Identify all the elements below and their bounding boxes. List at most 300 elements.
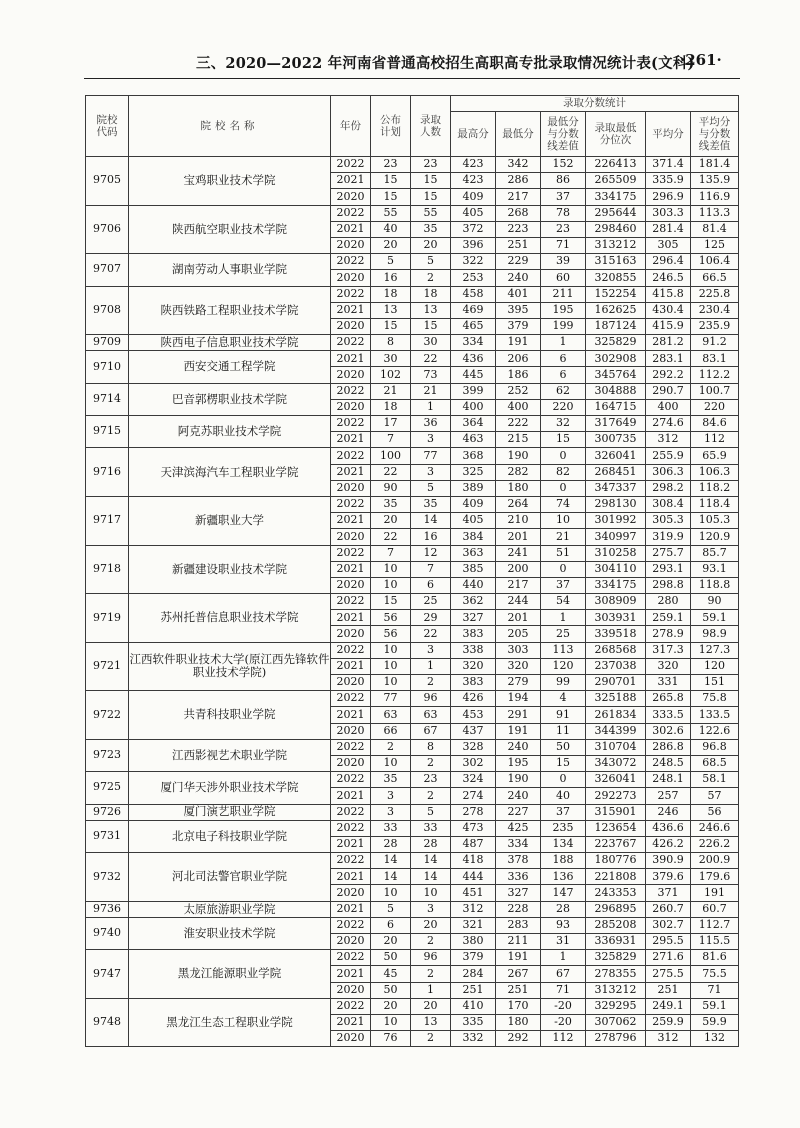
avg-score-cell: 283.1 <box>646 351 691 367</box>
admitted-cell: 6 <box>411 577 451 593</box>
min-score-cell: 400 <box>496 399 541 415</box>
school-code-cell: 9732 <box>86 853 129 902</box>
min-diff-cell: 93 <box>541 917 586 933</box>
max-score-cell: 332 <box>451 1031 496 1047</box>
min-score-cell: 320 <box>496 658 541 674</box>
avg-diff-cell: 71 <box>691 982 739 998</box>
year-cell: 2020 <box>331 885 371 901</box>
min-diff-cell: 1 <box>541 610 586 626</box>
avg-score-cell: 286.8 <box>646 739 691 755</box>
avg-diff-cell: 81.6 <box>691 950 739 966</box>
year-cell: 2020 <box>331 982 371 998</box>
admitted-cell: 25 <box>411 594 451 610</box>
avg-score-cell: 305 <box>646 237 691 253</box>
avg-score-cell: 436.6 <box>646 820 691 836</box>
avg-score-cell: 312 <box>646 432 691 448</box>
plan-cell: 20 <box>371 934 411 950</box>
avg-score-cell: 281.2 <box>646 335 691 351</box>
min-rank-cell: 334175 <box>586 189 646 205</box>
max-score-cell: 418 <box>451 853 496 869</box>
avg-diff-cell: 68.5 <box>691 755 739 771</box>
table-row <box>86 739 739 755</box>
min-diff-cell: 120 <box>541 658 586 674</box>
max-score-cell: 274 <box>451 788 496 804</box>
min-score-cell: 201 <box>496 529 541 545</box>
admitted-cell: 2 <box>411 270 451 286</box>
avg-score-cell: 415.9 <box>646 318 691 334</box>
school-name-cell: 天津滨海汽车工程职业学院 <box>129 448 331 497</box>
school-name-cell: 江西影视艺术职业学院 <box>129 739 331 771</box>
min-score-cell: 240 <box>496 739 541 755</box>
school-name-cell: 共青科技职业学院 <box>129 691 331 740</box>
min-score-cell: 200 <box>496 561 541 577</box>
year-cell: 2021 <box>331 610 371 626</box>
min-score-cell: 191 <box>496 950 541 966</box>
admitted-cell: 15 <box>411 173 451 189</box>
year-cell: 2022 <box>331 157 371 173</box>
table-row <box>86 594 739 610</box>
min-score-cell: 222 <box>496 416 541 432</box>
avg-diff-cell: 59.1 <box>691 610 739 626</box>
min-score-cell: 264 <box>496 496 541 512</box>
min-score-cell: 252 <box>496 383 541 399</box>
min-diff-cell: 199 <box>541 318 586 334</box>
min-diff-cell: 74 <box>541 496 586 512</box>
max-score-cell: 473 <box>451 820 496 836</box>
min-rank-cell: 343072 <box>586 755 646 771</box>
table-row <box>86 950 739 966</box>
min-diff-cell: 15 <box>541 755 586 771</box>
avg-diff-cell: 179.6 <box>691 869 739 885</box>
admitted-cell: 2 <box>411 788 451 804</box>
col-header-admitted: 录取人数 <box>411 96 451 157</box>
avg-diff-cell: 93.1 <box>691 561 739 577</box>
min-rank-cell: 180776 <box>586 853 646 869</box>
plan-cell: 77 <box>371 691 411 707</box>
school-name-cell: 新疆职业大学 <box>129 496 331 545</box>
avg-score-cell: 308.4 <box>646 496 691 512</box>
page-title: 三、2020—2022 年河南省普通高校招生高职高专批录取情况统计表(文科) <box>196 55 695 72</box>
admitted-cell: 35 <box>411 221 451 237</box>
plan-cell: 21 <box>371 383 411 399</box>
plan-cell: 10 <box>371 675 411 691</box>
header-row-top <box>86 96 739 112</box>
plan-cell: 20 <box>371 237 411 253</box>
max-score-cell: 334 <box>451 335 496 351</box>
year-cell: 2020 <box>331 399 371 415</box>
min-score-cell: 206 <box>496 351 541 367</box>
plan-cell: 14 <box>371 853 411 869</box>
min-rank-cell: 243353 <box>586 885 646 901</box>
max-score-cell: 322 <box>451 254 496 270</box>
avg-diff-cell: 120.9 <box>691 529 739 545</box>
avg-score-cell: 319.9 <box>646 529 691 545</box>
min-rank-cell: 325829 <box>586 950 646 966</box>
avg-diff-cell: 105.3 <box>691 513 739 529</box>
admitted-cell: 73 <box>411 367 451 383</box>
admitted-cell: 55 <box>411 205 451 221</box>
min-rank-cell: 221808 <box>586 869 646 885</box>
min-rank-cell: 303931 <box>586 610 646 626</box>
min-score-cell: 342 <box>496 157 541 173</box>
school-name-cell: 西安交通工程学院 <box>129 351 331 383</box>
admitted-cell: 16 <box>411 529 451 545</box>
plan-cell: 23 <box>371 157 411 173</box>
max-score-cell: 410 <box>451 998 496 1014</box>
school-code-cell: 9731 <box>86 820 129 852</box>
year-cell: 2022 <box>331 772 371 788</box>
min-rank-cell: 296895 <box>586 901 646 917</box>
min-diff-cell: 11 <box>541 723 586 739</box>
max-score-cell: 325 <box>451 464 496 480</box>
avg-diff-cell: 118.2 <box>691 480 739 496</box>
plan-cell: 7 <box>371 432 411 448</box>
year-cell: 2022 <box>331 448 371 464</box>
plan-cell: 10 <box>371 561 411 577</box>
min-rank-cell: 295644 <box>586 205 646 221</box>
plan-cell: 10 <box>371 1014 411 1030</box>
min-score-cell: 190 <box>496 772 541 788</box>
col-header-avg-diff: 平均分与分数线差值 <box>691 112 739 157</box>
year-cell: 2021 <box>331 561 371 577</box>
avg-score-cell: 249.1 <box>646 998 691 1014</box>
year-cell: 2022 <box>331 416 371 432</box>
avg-diff-cell: 112.2 <box>691 367 739 383</box>
min-score-cell: 379 <box>496 318 541 334</box>
min-rank-cell: 300735 <box>586 432 646 448</box>
table-row <box>86 157 739 173</box>
min-diff-cell: 67 <box>541 966 586 982</box>
min-rank-cell: 325829 <box>586 335 646 351</box>
admitted-cell: 14 <box>411 853 451 869</box>
school-name-cell: 阿克苏职业技术学院 <box>129 416 331 448</box>
max-score-cell: 368 <box>451 448 496 464</box>
school-code-cell: 9726 <box>86 804 129 820</box>
avg-score-cell: 260.7 <box>646 901 691 917</box>
avg-diff-cell: 106.3 <box>691 464 739 480</box>
admitted-cell: 15 <box>411 318 451 334</box>
school-name-cell: 黑龙江能源职业学院 <box>129 950 331 999</box>
min-diff-cell: 51 <box>541 545 586 561</box>
min-score-cell: 191 <box>496 335 541 351</box>
admission-stats-table <box>85 95 739 1047</box>
admitted-cell: 3 <box>411 642 451 658</box>
avg-score-cell: 275.7 <box>646 545 691 561</box>
avg-diff-cell: 59.9 <box>691 1014 739 1030</box>
table-row <box>86 205 739 221</box>
admitted-cell: 5 <box>411 254 451 270</box>
avg-diff-cell: 65.9 <box>691 448 739 464</box>
avg-score-cell: 296.4 <box>646 254 691 270</box>
admitted-cell: 5 <box>411 480 451 496</box>
col-header-min-diff: 最低分与分数线差值 <box>541 112 586 157</box>
admitted-cell: 10 <box>411 885 451 901</box>
admitted-cell: 2 <box>411 934 451 950</box>
school-code-cell: 9723 <box>86 739 129 771</box>
avg-score-cell: 246.5 <box>646 270 691 286</box>
min-rank-cell: 320855 <box>586 270 646 286</box>
year-cell: 2021 <box>331 1014 371 1030</box>
min-diff-cell: 25 <box>541 626 586 642</box>
min-diff-cell: 15 <box>541 432 586 448</box>
admitted-cell: 1 <box>411 399 451 415</box>
year-cell: 2021 <box>331 513 371 529</box>
avg-score-cell: 275.5 <box>646 966 691 982</box>
year-cell: 2022 <box>331 917 371 933</box>
min-rank-cell: 298460 <box>586 221 646 237</box>
admitted-cell: 13 <box>411 1014 451 1030</box>
avg-score-cell: 259.1 <box>646 610 691 626</box>
table-header <box>86 96 739 157</box>
avg-score-cell: 281.4 <box>646 221 691 237</box>
avg-diff-cell: 59.1 <box>691 998 739 1014</box>
avg-score-cell: 293.1 <box>646 561 691 577</box>
max-score-cell: 453 <box>451 707 496 723</box>
plan-cell: 50 <box>371 982 411 998</box>
min-score-cell: 251 <box>496 982 541 998</box>
max-score-cell: 409 <box>451 496 496 512</box>
admitted-cell: 20 <box>411 998 451 1014</box>
plan-cell: 7 <box>371 545 411 561</box>
year-cell: 2021 <box>331 901 371 917</box>
min-diff-cell: 0 <box>541 480 586 496</box>
min-rank-cell: 347337 <box>586 480 646 496</box>
avg-score-cell: 305.3 <box>646 513 691 529</box>
min-score-cell: 267 <box>496 966 541 982</box>
table-row <box>86 804 739 820</box>
avg-score-cell: 265.8 <box>646 691 691 707</box>
plan-cell: 15 <box>371 318 411 334</box>
avg-diff-cell: 230.4 <box>691 302 739 318</box>
admitted-cell: 18 <box>411 286 451 302</box>
avg-diff-cell: 83.1 <box>691 351 739 367</box>
year-cell: 2022 <box>331 950 371 966</box>
min-score-cell: 180 <box>496 480 541 496</box>
year-cell: 2022 <box>331 496 371 512</box>
admitted-cell: 2 <box>411 675 451 691</box>
min-diff-cell: 99 <box>541 675 586 691</box>
year-cell: 2020 <box>331 626 371 642</box>
col-header-name: 院校名称 <box>129 96 331 157</box>
col-header-max: 最高分 <box>451 112 496 157</box>
min-diff-cell: 60 <box>541 270 586 286</box>
max-score-cell: 383 <box>451 675 496 691</box>
min-diff-cell: 62 <box>541 383 586 399</box>
avg-score-cell: 248.1 <box>646 772 691 788</box>
max-score-cell: 400 <box>451 399 496 415</box>
avg-score-cell: 426.2 <box>646 836 691 852</box>
year-cell: 2020 <box>331 480 371 496</box>
min-diff-cell: 10 <box>541 513 586 529</box>
table-row <box>86 286 739 302</box>
min-diff-cell: 147 <box>541 885 586 901</box>
admitted-cell: 13 <box>411 302 451 318</box>
min-diff-cell: 112 <box>541 1031 586 1047</box>
min-diff-cell: 211 <box>541 286 586 302</box>
school-name-cell: 苏州托普信息职业技术学院 <box>129 594 331 643</box>
min-diff-cell: 28 <box>541 901 586 917</box>
max-score-cell: 465 <box>451 318 496 334</box>
avg-diff-cell: 57 <box>691 788 739 804</box>
plan-cell: 102 <box>371 367 411 383</box>
avg-score-cell: 295.5 <box>646 934 691 950</box>
year-cell: 2021 <box>331 966 371 982</box>
avg-diff-cell: 60.7 <box>691 901 739 917</box>
header-rule <box>84 78 740 79</box>
min-rank-cell: 237038 <box>586 658 646 674</box>
table-row <box>86 853 739 869</box>
min-score-cell: 217 <box>496 577 541 593</box>
min-score-cell: 191 <box>496 723 541 739</box>
plan-cell: 14 <box>371 869 411 885</box>
min-rank-cell: 345764 <box>586 367 646 383</box>
min-score-cell: 401 <box>496 286 541 302</box>
school-name-cell: 太原旅游职业学院 <box>129 901 331 917</box>
min-score-cell: 291 <box>496 707 541 723</box>
max-score-cell: 409 <box>451 189 496 205</box>
min-rank-cell: 268568 <box>586 642 646 658</box>
admitted-cell: 30 <box>411 335 451 351</box>
avg-score-cell: 290.7 <box>646 383 691 399</box>
min-diff-cell: 6 <box>541 351 586 367</box>
school-code-cell: 9747 <box>86 950 129 999</box>
year-cell: 2020 <box>331 934 371 950</box>
plan-cell: 76 <box>371 1031 411 1047</box>
min-diff-cell: 37 <box>541 804 586 820</box>
admitted-cell: 22 <box>411 626 451 642</box>
school-code-cell: 9748 <box>86 998 129 1047</box>
avg-score-cell: 430.4 <box>646 302 691 318</box>
year-cell: 2021 <box>331 221 371 237</box>
school-code-cell: 9714 <box>86 383 129 415</box>
avg-score-cell: 335.9 <box>646 173 691 189</box>
min-diff-cell: 1 <box>541 950 586 966</box>
min-score-cell: 327 <box>496 885 541 901</box>
table-row <box>86 691 739 707</box>
min-rank-cell: 313212 <box>586 237 646 253</box>
min-score-cell: 210 <box>496 513 541 529</box>
avg-diff-cell: 115.5 <box>691 934 739 950</box>
avg-diff-cell: 106.4 <box>691 254 739 270</box>
min-diff-cell: 21 <box>541 529 586 545</box>
year-cell: 2021 <box>331 869 371 885</box>
max-score-cell: 327 <box>451 610 496 626</box>
admitted-cell: 1 <box>411 658 451 674</box>
min-score-cell: 205 <box>496 626 541 642</box>
avg-diff-cell: 235.9 <box>691 318 739 334</box>
min-rank-cell: 304110 <box>586 561 646 577</box>
min-diff-cell: 54 <box>541 594 586 610</box>
avg-diff-cell: 135.9 <box>691 173 739 189</box>
min-score-cell: 215 <box>496 432 541 448</box>
max-score-cell: 469 <box>451 302 496 318</box>
avg-score-cell: 306.3 <box>646 464 691 480</box>
col-header-min-rank: 录取最低分位次 <box>586 112 646 157</box>
max-score-cell: 405 <box>451 205 496 221</box>
min-score-cell: 170 <box>496 998 541 1014</box>
min-diff-cell: 6 <box>541 367 586 383</box>
school-name-cell: 湖南劳动人事职业学院 <box>129 254 331 286</box>
avg-diff-cell: 120 <box>691 658 739 674</box>
min-diff-cell: 31 <box>541 934 586 950</box>
avg-score-cell: 331 <box>646 675 691 691</box>
min-diff-cell: 152 <box>541 157 586 173</box>
admitted-cell: 23 <box>411 772 451 788</box>
avg-score-cell: 280 <box>646 594 691 610</box>
year-cell: 2022 <box>331 335 371 351</box>
admitted-cell: 29 <box>411 610 451 626</box>
avg-diff-cell: 220 <box>691 399 739 415</box>
min-rank-cell: 310258 <box>586 545 646 561</box>
min-score-cell: 334 <box>496 836 541 852</box>
min-rank-cell: 339518 <box>586 626 646 642</box>
year-cell: 2022 <box>331 594 371 610</box>
plan-cell: 56 <box>371 626 411 642</box>
min-diff-cell: 220 <box>541 399 586 415</box>
avg-score-cell: 303.3 <box>646 205 691 221</box>
admitted-cell: 5 <box>411 804 451 820</box>
year-cell: 2021 <box>331 836 371 852</box>
plan-cell: 15 <box>371 173 411 189</box>
max-score-cell: 384 <box>451 529 496 545</box>
min-rank-cell: 265509 <box>586 173 646 189</box>
avg-score-cell: 248.5 <box>646 755 691 771</box>
max-score-cell: 423 <box>451 157 496 173</box>
min-score-cell: 292 <box>496 1031 541 1047</box>
school-code-cell: 9715 <box>86 416 129 448</box>
max-score-cell: 437 <box>451 723 496 739</box>
admitted-cell: 14 <box>411 869 451 885</box>
table-row <box>86 901 739 917</box>
min-diff-cell: -20 <box>541 1014 586 1030</box>
avg-score-cell: 255.9 <box>646 448 691 464</box>
avg-score-cell: 298.2 <box>646 480 691 496</box>
school-code-cell: 9707 <box>86 254 129 286</box>
min-score-cell: 425 <box>496 820 541 836</box>
min-diff-cell: 113 <box>541 642 586 658</box>
col-header-min: 最低分 <box>496 112 541 157</box>
plan-cell: 6 <box>371 917 411 933</box>
min-diff-cell: 188 <box>541 853 586 869</box>
max-score-cell: 253 <box>451 270 496 286</box>
avg-score-cell: 333.5 <box>646 707 691 723</box>
plan-cell: 20 <box>371 998 411 1014</box>
year-cell: 2021 <box>331 432 371 448</box>
max-score-cell: 396 <box>451 237 496 253</box>
plan-cell: 20 <box>371 513 411 529</box>
school-name-cell: 宝鸡职业技术学院 <box>129 157 331 206</box>
admitted-cell: 67 <box>411 723 451 739</box>
admitted-cell: 35 <box>411 496 451 512</box>
avg-score-cell: 246 <box>646 804 691 820</box>
year-cell: 2022 <box>331 739 371 755</box>
plan-cell: 35 <box>371 772 411 788</box>
plan-cell: 55 <box>371 205 411 221</box>
admitted-cell: 7 <box>411 561 451 577</box>
min-score-cell: 190 <box>496 448 541 464</box>
admitted-cell: 20 <box>411 237 451 253</box>
admitted-cell: 14 <box>411 513 451 529</box>
min-score-cell: 282 <box>496 464 541 480</box>
max-score-cell: 284 <box>451 966 496 982</box>
max-score-cell: 383 <box>451 626 496 642</box>
min-rank-cell: 187124 <box>586 318 646 334</box>
avg-score-cell: 296.9 <box>646 189 691 205</box>
plan-cell: 2 <box>371 739 411 755</box>
admitted-cell: 1 <box>411 982 451 998</box>
min-score-cell: 229 <box>496 254 541 270</box>
year-cell: 2022 <box>331 545 371 561</box>
